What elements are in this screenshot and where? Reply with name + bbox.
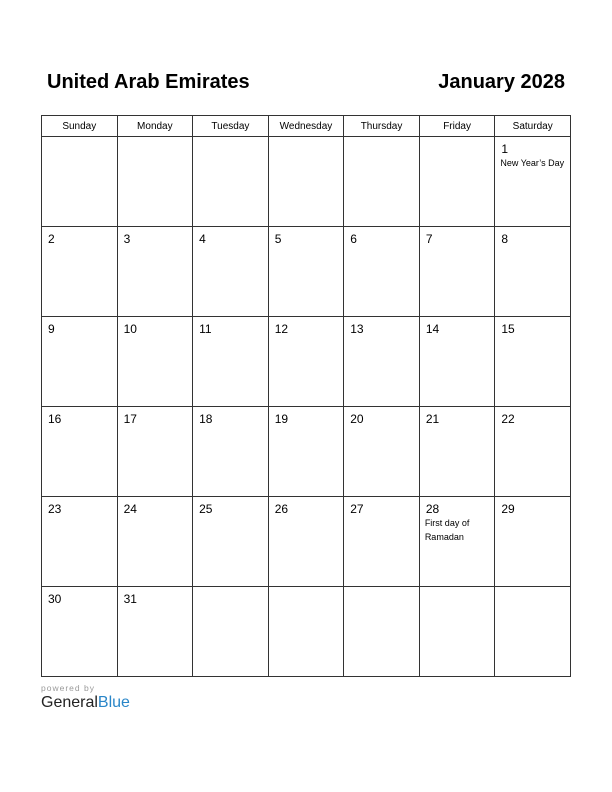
day-cell [268,497,344,587]
weekday-header-row [42,116,571,137]
day-cell [117,137,193,227]
day-cell [193,587,269,677]
calendar-body [42,137,571,677]
day-cell [344,317,420,407]
weekday-header-saturday: Saturday [495,116,571,137]
day-cell [42,227,118,317]
week-row [42,227,571,317]
day-number: 15 [501,322,515,336]
day-number: 20 [350,412,364,426]
day-number: 29 [501,502,515,516]
day-cell [42,137,118,227]
weekday-header-friday: Friday [419,116,495,137]
calendar-month-title: January 2028 [438,71,565,93]
week-row [42,407,571,497]
day-cell [117,587,193,677]
day-number: 4 [199,232,206,246]
day-cell [193,407,269,497]
day-cell [193,497,269,587]
week-row [42,497,571,587]
day-cell [42,587,118,677]
day-cell [42,317,118,407]
day-number: 21 [425,412,440,426]
day-cell [117,497,193,587]
week-row [42,317,571,407]
week-row [42,137,571,227]
day-number: 26 [274,502,289,516]
weekday-header-monday: Monday [117,116,193,137]
day-cell [495,317,571,407]
day-number: 1 [501,142,509,156]
day-cell [268,227,344,317]
day-number: 22 [501,412,515,426]
weekday-header-wednesday: Wednesday [268,116,344,137]
day-cell [344,227,420,317]
day-number: 5 [274,232,282,246]
day-cell [193,317,269,407]
day-cell [193,227,269,317]
day-number: 3 [123,232,131,246]
day-number: 25 [199,502,213,516]
day-cell [344,407,420,497]
brand-logo [41,694,130,712]
day-cell [117,227,193,317]
day-number: 2 [48,232,55,246]
day-number: 18 [199,412,213,426]
day-cell [419,497,495,587]
day-cell [42,407,118,497]
day-number: 10 [123,322,137,336]
week-row [42,587,571,677]
day-number: 27 [350,502,364,516]
day-number: 31 [123,592,137,606]
day-number: 16 [48,412,62,426]
day-number: 7 [425,232,433,246]
day-cell [419,137,495,227]
day-cell [268,317,344,407]
weekday-header-thursday: Thursday [344,116,420,137]
day-cell [419,227,495,317]
holiday-label: New Year’s Day [500,158,565,168]
day-cell [419,587,495,677]
day-cell [495,137,571,227]
day-cell [495,407,571,497]
day-cell [495,227,571,317]
day-cell [344,587,420,677]
day-number: 11 [199,322,212,336]
calendar-grid [41,115,571,677]
day-cell [419,407,495,497]
brand-logo-part-blue: Blue [97,694,130,711]
day-cell [344,497,420,587]
day-cell [344,137,420,227]
day-number: 9 [48,322,55,336]
weekday-header-tuesday: Tuesday [193,116,269,137]
day-cell [495,497,571,587]
weekday-header-sunday: Sunday [42,116,118,137]
day-number: 24 [123,502,137,516]
brand-footer [41,683,130,712]
day-number: 19 [274,412,289,426]
day-cell [495,587,571,677]
powered-by-label: powered by [41,683,95,693]
day-number: 13 [350,322,364,336]
day-number: 30 [48,592,62,606]
day-number: 23 [48,502,62,516]
day-cell [42,497,118,587]
day-cell [117,407,193,497]
day-cell [419,317,495,407]
brand-logo-part-general: General [41,694,98,711]
day-number: 28 [425,502,440,516]
day-cell [268,407,344,497]
holiday-label: First day of Ramadan [424,518,470,542]
day-number: 12 [274,322,289,336]
day-cell [268,587,344,677]
day-number: 6 [350,232,357,246]
day-cell [117,317,193,407]
calendar-country-title: United Arab Emirates [47,71,250,93]
day-number: 17 [123,412,137,426]
day-cell [268,137,344,227]
day-cell [193,137,269,227]
day-number: 8 [501,232,509,246]
day-number: 14 [425,322,440,336]
